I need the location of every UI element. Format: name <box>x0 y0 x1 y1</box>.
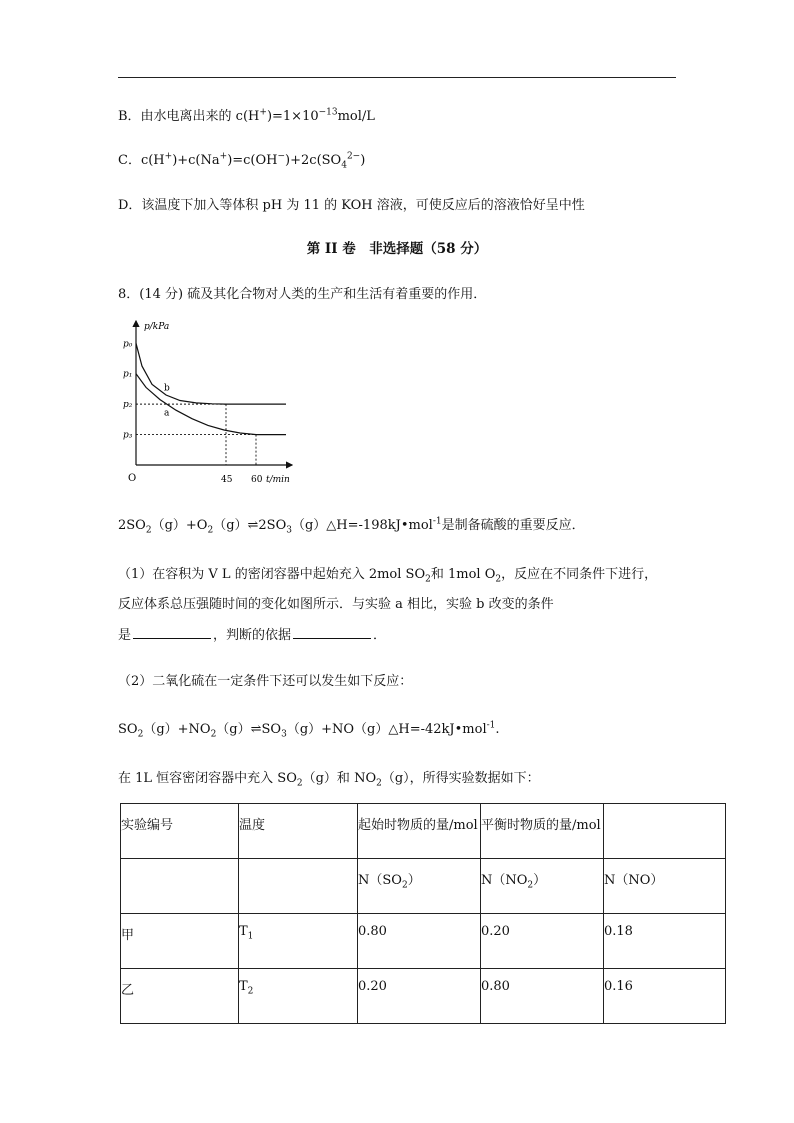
value-cell: 0.18 <box>604 914 726 969</box>
x-axis-label: t/min <box>266 475 290 485</box>
header-cell: 温度 <box>239 804 358 859</box>
subheader-cell: $N(SO_2)$ <box>358 859 481 914</box>
experiment-id-cell: 甲 <box>121 914 239 969</box>
section-heading: 第 II 卷 非选择题（58 分） <box>306 241 488 257</box>
option-c: C．$c(H^+)+c(Na^+)=c(OH^-)+2c(SO_4^{2-})$ <box>118 151 366 171</box>
y-tick-label: p₂ <box>123 400 133 411</box>
y-tick-label: p₀ <box>123 339 133 350</box>
subheader-cell: N（NO） <box>604 859 726 914</box>
subheader-cell <box>239 859 358 914</box>
table-intro: 在 1L 恒容密闭容器中充入 $SO_2(g)$和 $NO_2(g)$，所得实验数据如下： <box>118 771 540 789</box>
header-cell <box>604 804 726 859</box>
series-a-label: a <box>164 408 170 419</box>
question-1-line-2: 反应体系总压强随时间的变化如图所示．与实验 a 相比，实验 b 改变的条件 <box>118 597 554 612</box>
y-tick-label: p₃ <box>123 430 133 441</box>
series-b-curve <box>136 343 286 404</box>
series-b-label: b <box>164 383 170 394</box>
question-1-line-3: 是 ，判断的依据 ． <box>118 628 387 643</box>
temperature-cell: $T_2$ <box>239 969 358 1024</box>
subheader-cell: $N(NO_2)$ <box>481 859 604 914</box>
reaction-2: $SO_2(g)+NO_2(g)\rightleftharpoons SO_3(g)+NO(g)\triangle H=-42kJ•mol^{-1}$. <box>118 720 500 740</box>
pressure-time-chart <box>118 315 298 487</box>
option-b: B．由水电离出来的 $c(H^+)=1\times 10^{-13}mol/L$ <box>118 107 375 124</box>
header-cell: 起始时物质的量/mol <box>358 804 481 859</box>
experiment-id-cell: 乙 <box>121 969 239 1024</box>
answer-blank-basis[interactable] <box>293 627 371 639</box>
subheader-cell <box>121 859 239 914</box>
header-cell: 实验编号 <box>121 804 239 859</box>
value-cell: 0.20 <box>481 914 604 969</box>
y-axis-label: p/kPa <box>144 322 170 332</box>
value-cell: 0.80 <box>358 914 481 969</box>
value-cell: 0.80 <box>481 969 604 1024</box>
x-tick-label: 60 <box>251 475 263 485</box>
question-1-line-1: （1）在容积为 V L 的密闭容器中起始充入 2mol $SO_2$和 1mol $O_2$，反应在不同条件下进行， <box>118 567 658 585</box>
value-cell: 0.16 <box>604 969 726 1024</box>
reaction-1: $2SO_2(g)+O_2(g)\rightleftharpoons 2SO_3(g)\triangle H=-198kJ•mol^{-1}$是制备硫酸的重要反应． <box>118 516 585 536</box>
option-d: D．该温度下加入等体积 pH 为 11 的 KOH 溶液，可使反应后的溶液恰好呈中性 <box>118 198 585 213</box>
answer-blank-condition[interactable] <box>133 627 211 639</box>
value-cell: 0.20 <box>358 969 481 1024</box>
experiment-data-table <box>120 803 726 1024</box>
header-rule <box>118 77 676 78</box>
origin-label: O <box>128 473 137 484</box>
table-row <box>121 969 726 1024</box>
question-8-intro: 8．(14 分) 硫及其化合物对人类的生产和生活有着重要的作用． <box>118 287 487 302</box>
y-tick-label: p₁ <box>123 369 133 380</box>
header-cell: 平衡时物质的量/mol <box>481 804 604 859</box>
x-tick-label: 45 <box>221 475 233 485</box>
question-2: （2）二氧化硫在一定条件下还可以发生如下反应： <box>118 674 413 689</box>
table-row <box>121 914 726 969</box>
table-subheader-row <box>121 859 726 914</box>
temperature-cell: $T_1$ <box>239 914 358 969</box>
table-header-row <box>121 804 726 859</box>
